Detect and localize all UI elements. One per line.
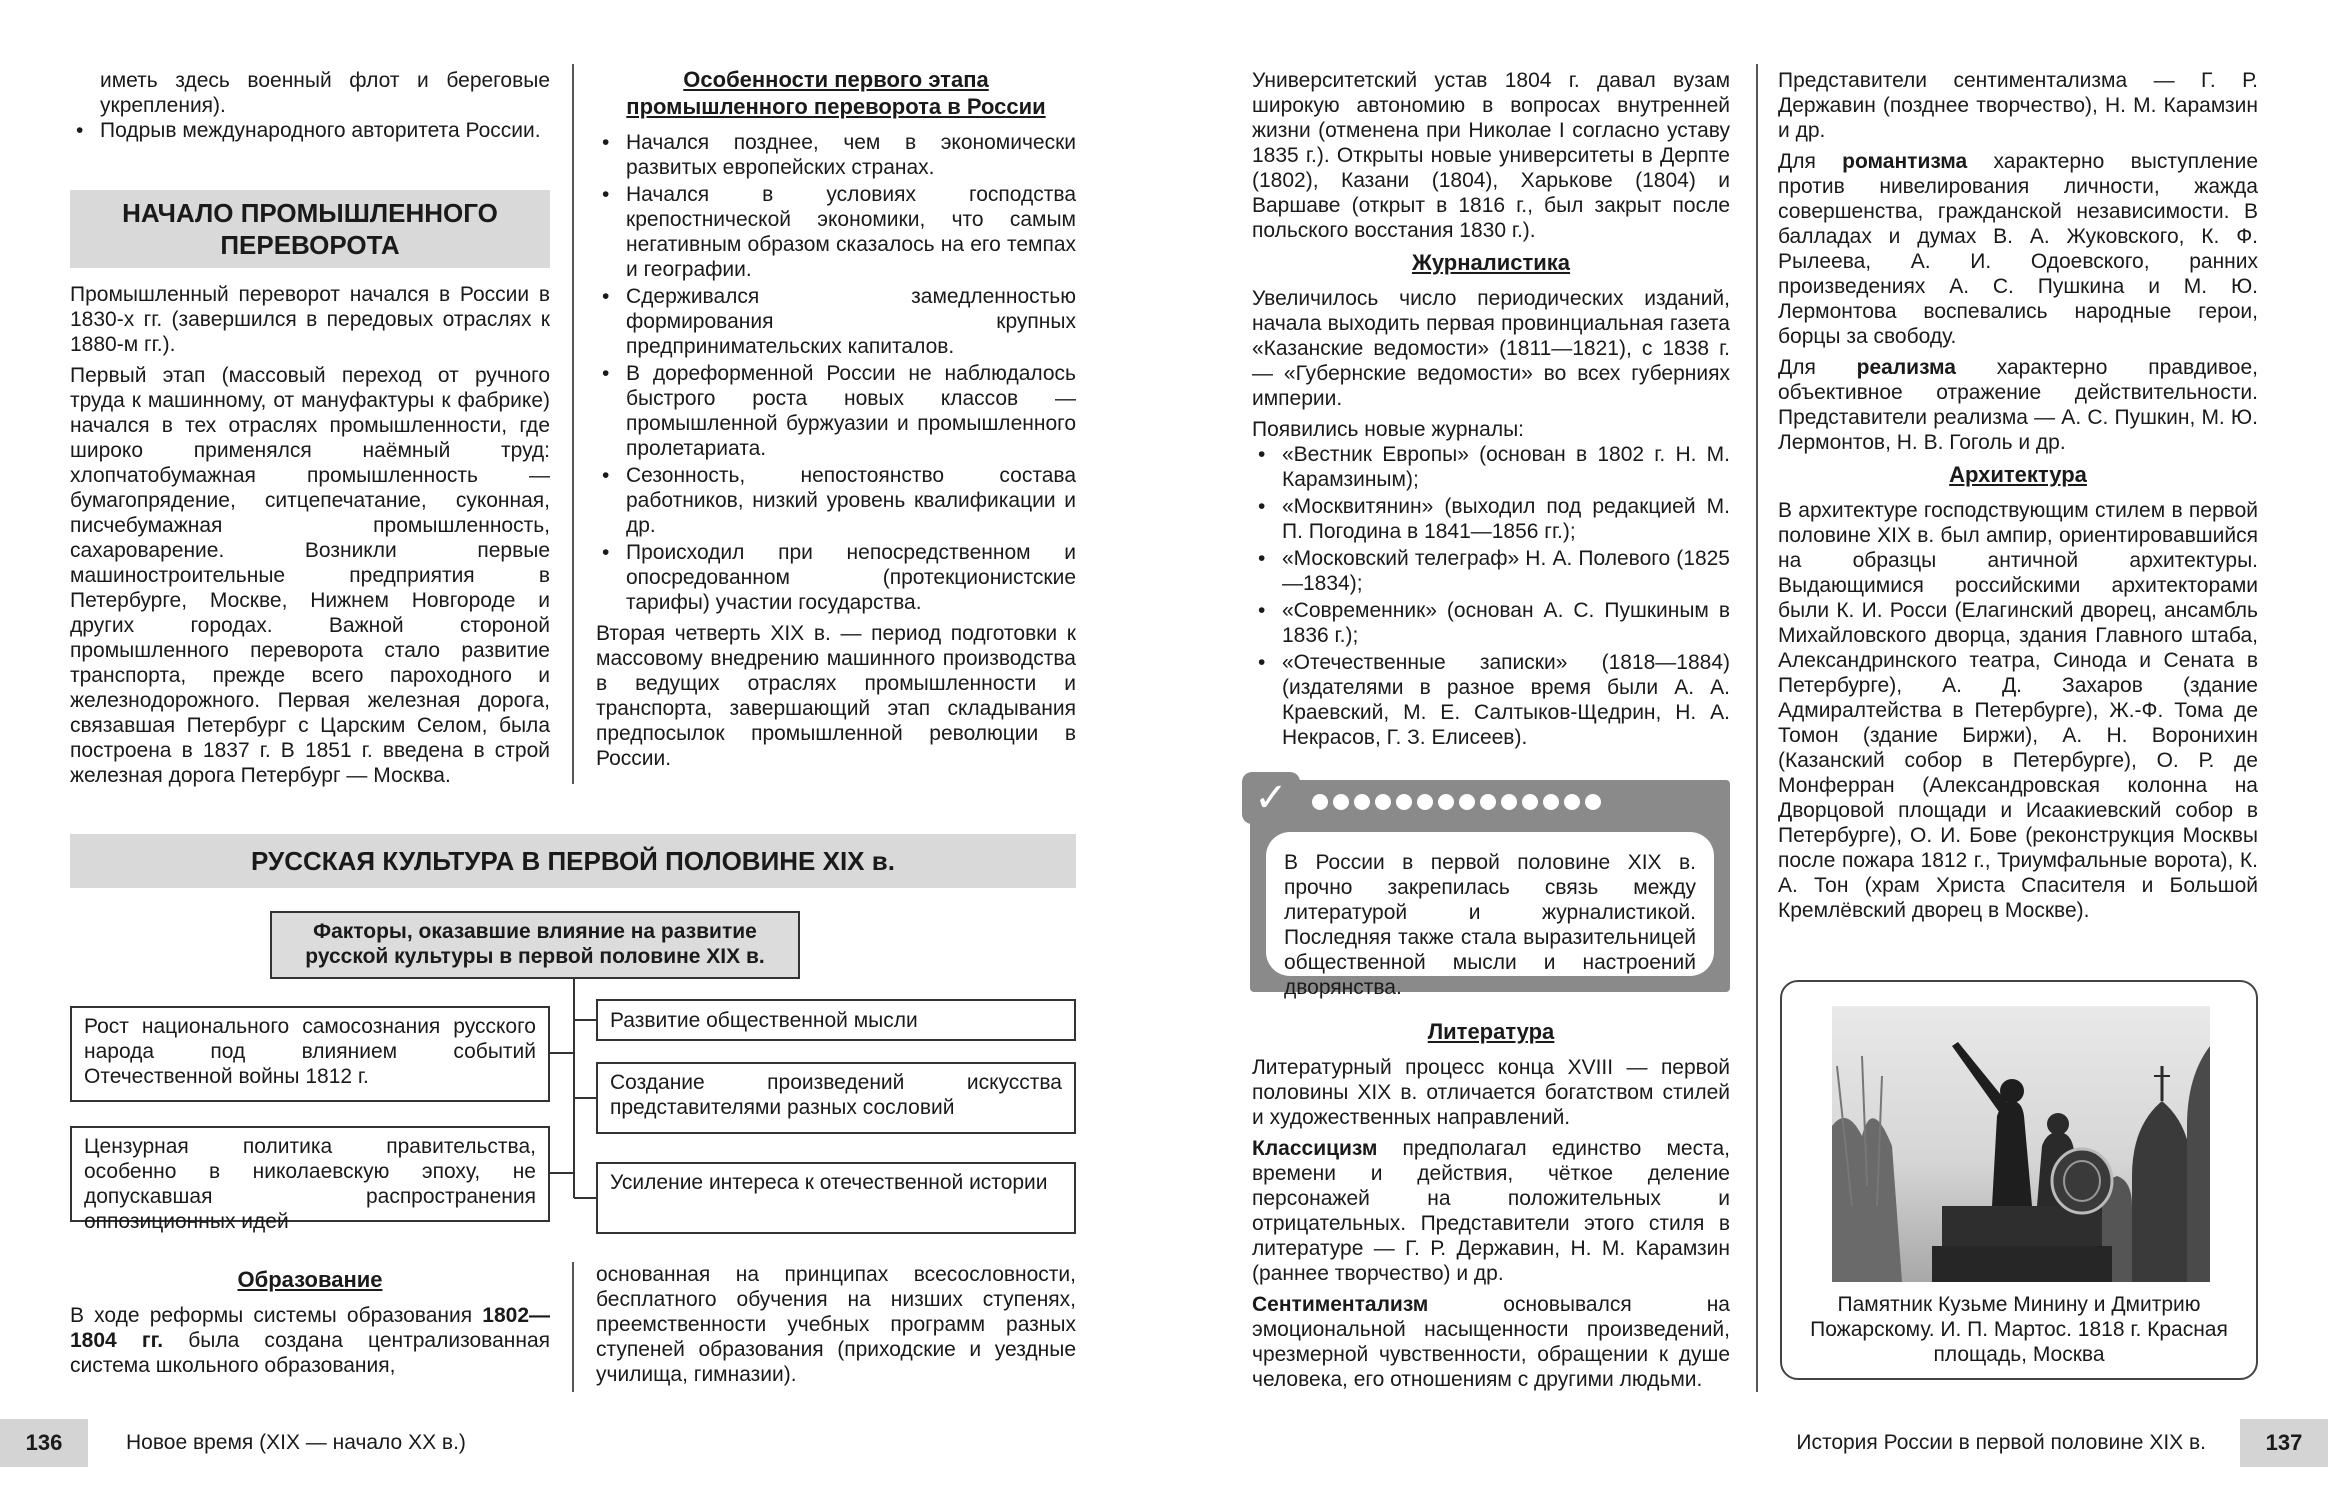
diagram-connector [550, 1172, 574, 1174]
features-item: • Начался в условиях господства крепостнической экономики, что самым негативным образом сказалось на его темпах и географии. [596, 182, 1076, 282]
photo-frame [1780, 980, 2258, 1380]
section-title-culture: РУССКАЯ КУЛЬТУРА В ПЕРВОЙ ПОЛОВИНЕ XIX в. [70, 834, 1076, 888]
features-title: Особенности первого этапа промышленного переворота в России [626, 67, 1046, 119]
journal-item: • «Вестник Европы» (основан в 1802 г. Н. М. Карамзиным); [1252, 442, 1730, 492]
sentimentalism-p: Сентиментализм основывался на эмоциональной насыщенности произведений, чрезмерной чувственности, обращении к душе человека, его отношениям с другими людьми. [1252, 1293, 1730, 1391]
journals-list [1252, 442, 1730, 750]
monument-illustration [1832, 1006, 2210, 1282]
journal-item: • «Отечественные записки» (1818—1884) (издателями в разное время были А. А. Краевский, М. Е. Салтыков-Щедрин, Н. А. Некрасов, Г. З. Елисеев). [1252, 650, 1730, 750]
journal-item: • «Современник» (основан А. С. Пушкиным в 1836 г.); [1252, 598, 1730, 648]
education-p-start: В ходе реформы системы образования 1802—1804 гг. была создана централизованная система школьного образования, [70, 1304, 551, 1377]
intro-bullets [70, 118, 550, 143]
university-charter: Университетский устав 1804 г. давал вузам широкую автономию в вопросах внутренней жизни (отменена при Николае I согласно уставу 1835 г.). Открыты новые университеты в Дерпте (1802), Казани (1804), Харькове (1804) и Варшаве (открыт в 1816 г., был закрыт после польского восстания 1830 г.). [1252, 69, 1730, 242]
running-title-left: Новое время (XIX — начало XX в.) [126, 1431, 466, 1454]
features-list [596, 130, 1076, 615]
photo-caption: Памятник Кузьме Минину и Дмитрию Пожарскому. И. П. Мартос. 1818 г. Красная площадь, Москва [1810, 1293, 2228, 1366]
education-col-1 [70, 1262, 550, 1384]
features-item: • Происходил при непосредственном и опосредованном (протекционистские тарифы) участии государства. [596, 540, 1076, 615]
education-col-2 [596, 1262, 1076, 1393]
classicism-p: Классицизм предполагал единство места, времени и действия, чёткое деление персонажей на положительных и отрицательных. Представители этого стиля в литературе — Г. Р. Державин, Н. М. Карамзин (раннее творчество) и др. [1252, 1137, 1730, 1285]
left-col-1 [70, 68, 550, 149]
section-title-industrial: НАЧАЛО ПРОМЫШЛЕННОГО ПЕРЕВОРОТА [70, 190, 550, 268]
journalism-p: Увеличилось число периодических изданий, начала выходить первая провинциальная газета «Казанские ведомости» (1811—1821), с 1838 г. — «Губернские ведомости» во всех губерниях империи. [1252, 287, 1730, 410]
diagram-connector [573, 979, 575, 1198]
left-col-2 [596, 62, 1076, 777]
page-number-left: 136 [0, 1419, 88, 1467]
features-item: • Начался позднее, чем в экономически развитых европейских странах. [596, 130, 1076, 180]
column-divider-left-top [572, 64, 574, 784]
intro-continuation: иметь здесь военный флот и береговые укрепления). [100, 69, 550, 117]
diagram-right-box-3: Усиление интереса к отечественной истории [596, 1162, 1076, 1234]
realism-p: Для реализма характерно правдивое, объективное отражение действительности. Представители реализма — А. С. Пушкин, М. Ю. Лермонтов, Н. В. Гоголь и др. [1778, 356, 2258, 454]
decorative-dots [1312, 794, 1601, 810]
left-col-1-body [70, 282, 550, 794]
diagram-connector [550, 1052, 574, 1054]
diagram-right-box-1: Развитие общественной мысли [596, 999, 1076, 1041]
right-col-4 [1778, 68, 2258, 929]
diagram-header-box: Факторы, оказавшие влияние на развитие русской культуры в первой половине XIX в. [270, 911, 800, 979]
right-col-3 [1252, 68, 1730, 756]
features-conclusion: Вторая четверть XIX в. — период подготовки к массовому внедрению машинного производства в ведущих отраслях промышленности и транспорта, завершающий этап складывания предпосылок промышленной революции в России. [596, 622, 1076, 770]
education-title: Образование [237, 1267, 383, 1292]
journals-intro: Появились новые журналы: [1252, 418, 1525, 441]
diagram-right-box-2: Создание произведений искусства представителями разных сословий [596, 1062, 1076, 1134]
right-col-3-literature [1252, 1014, 1730, 1398]
literature-title: Литература [1427, 1019, 1555, 1044]
architecture-p: В архитектуре господствующим стилем в первой половине XIX в. был ампир, ориентировавшийся на образцы античной архитектуры. Выдающимися российскими архитекторами были К. И. Росси (Елагинский дворец, ансамбль Михайловского дворца, здания Главного штаба, Александринского театра, Синода и Сената в Петербурге), А. Д. Захаров (здание Адмиралтейства в Петербурге), Ж.-Ф. Тома де Томон (здание Биржи), А. Н. Воронихин (Казанский собор в Петербурге), О. Р. де Монферран (Александровская колонна на Дворцовой площади и Исаакиевский собор в Петербурге), О. И. Бове (реконструкция Москвы после пожара 1812 г., Триумфальные ворота), К. А. Тон (храм Христа Спасителя и Большой Кремлёвский дворец в Москве). [1778, 499, 2258, 922]
running-title-right: История России в первой половине XIX в. [1796, 1431, 2206, 1454]
features-item: • В дореформенной России не наблюдалось быстрого роста новых классов — промышленной буржуазии и промышленного пролетариата. [596, 361, 1076, 461]
education-p-cont: основанная на принципах всесословности, бесплатного обучения на низших ступенях, преемственности учебных программ разных ступеней образования (приходские и уездные училища, гимназии). [596, 1263, 1076, 1386]
diagram-connector [574, 1097, 596, 1099]
journalism-title: Журналистика [1411, 250, 1571, 275]
features-item: • Сдерживался замедленностью формирования крупных предпринимательских капиталов. [596, 284, 1076, 359]
journal-item: • «Москвитянин» (выходил под редакцией М. П. Погодина в 1841—1856 гг.); [1252, 494, 1730, 544]
diagram-connector [574, 1197, 596, 1199]
callout-text: В России в первой половине XIX в. прочно закрепилась связь между литературой и журналистикой. Последняя также стала выразительницей общественной мысли и настроений дворянства. [1266, 832, 1714, 976]
checkmark-icon: ✓ [1242, 772, 1300, 824]
callout-box [1250, 776, 1730, 999]
monument-photo [1832, 1006, 2210, 1282]
literature-p1: Литературный процесс конца XVIII — первой половины XIX в. отличается богатством стилей и художественных направлений. [1252, 1056, 1730, 1129]
intro-bullet: • Подрыв международного авторитета России. [70, 118, 550, 143]
industrial-p2: Первый этап (массовый переход от ручного труда к машинному, от мануфактуры к фабрике) начался в тех отраслях промышленности, где широко применялся наёмный труд: хлопчатобумажная промышленность — бумагопрядение, ситцепечатание, суконная, писчебумажная промышленность, сахароварение. Возникли первые машиностроительные предприятия в Петербурге, Москве, Нижнем Новгороде и других городах. Важной стороной промышленного переворота стало развитие транспорта, прежде всего пароходного и железнодорожного. Первая железная дорога, связавшая Петербург с Царским Селом, была построена в 1837 г. В 1851 г. введена в строй железная дорога Петербург — Москва. [70, 364, 550, 787]
features-item: • Сезонность, непостоянство состава работников, низкий уровень квалификации и др. [596, 463, 1076, 538]
architecture-title: Архитектура [1949, 462, 2087, 487]
industrial-p1: Промышленный переворот начался в России в 1830-х гг. (завершился в передовых отраслях к 1880-м гг.). [70, 283, 550, 356]
diagram-left-box-2: Цензурная политика правительства, особенно в николаевскую эпоху, не допускавшая распространения оппозиционных идей [70, 1126, 550, 1222]
diagram-left-box-1: Рост национального самосознания русского народа под влиянием событий Отечественной войны 1812 г. [70, 1006, 550, 1102]
diagram-connector [574, 1019, 596, 1021]
column-divider-left-bottom [572, 1262, 574, 1392]
sentimentalism-representatives: Представители сентиментализма — Г. Р. Державин (позднее творчество), Н. М. Карамзин и др. [1778, 69, 2258, 142]
journal-item: • «Московский телеграф» Н. А. Полевого (1825—1834); [1252, 546, 1730, 596]
romanticism-p: Для романтизма характерно выступление против нивелирования личности, жажда совершенства, гражданской независимости. В балладах и думах В. А. Жуковского, К. Ф. Рылеева, А. И. Одоевского, ранних произведениях А. С. Пушкина и М. Ю. Лермонтова воспевались народные герои, борцы за свободу. [1778, 150, 2259, 348]
column-divider-right [1756, 64, 1758, 1392]
page-number-right: 137 [2240, 1419, 2328, 1467]
